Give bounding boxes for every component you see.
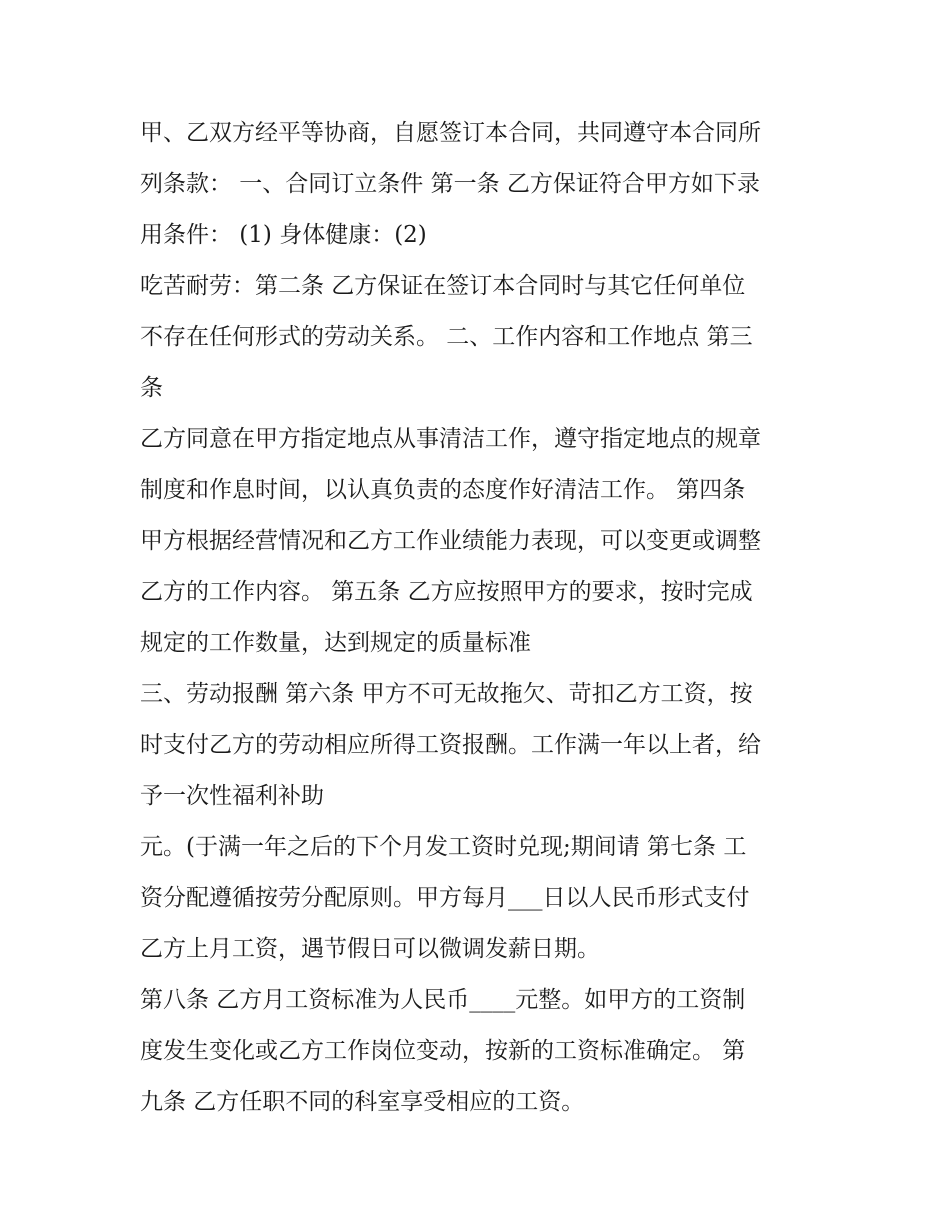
text-line: 规定的工作数量，达到规定的质量标准 xyxy=(140,630,531,656)
text-line: 用条件： (1) 身体健康：(2) xyxy=(140,222,427,248)
text-line: 甲、乙双方经平等协商，自愿签订本合同，共同遵守本合同所 xyxy=(140,120,761,146)
text-line: 予一次性福利补助 xyxy=(140,783,324,809)
text-line: 乙方同意在甲方指定地点从事清洁工作，遵守指定地点的规章 xyxy=(140,426,761,452)
paragraph-contract-conditions xyxy=(140,108,830,261)
paragraph-article-2 xyxy=(140,261,830,414)
document-body xyxy=(140,108,830,1128)
text-line: 不存在任何形式的劳动关系。 二、工作内容和工作地点 第三 xyxy=(140,324,753,350)
text-line: 九条 乙方任职不同的科室享受相应的工资。 xyxy=(140,1089,585,1115)
text-line: 吃苦耐劳：第二条 乙方保证在签订本合同时与其它任何单位 xyxy=(140,273,746,299)
paragraph-remuneration xyxy=(140,669,830,822)
text-line: 度发生变化或乙方工作岗位变动，按新的工资标准确定。 第 xyxy=(140,1038,746,1064)
text-line: 甲方根据经营情况和乙方工作业绩能力表现，可以变更或调整 xyxy=(140,528,761,554)
text-line: 乙方的工作内容。 第五条 乙方应按照甲方的要求，按时完成 xyxy=(140,579,753,605)
text-line: 乙方上月工资，遇节假日可以微调发薪日期。 xyxy=(140,936,600,962)
text-line: 资分配遵循按劳分配原则。甲方每月___日以人民币形式支付 xyxy=(140,885,750,911)
text-line: 元。(于满一年之后的下个月发工资时兑现;期间请 第七条 工 xyxy=(140,834,747,860)
paragraph-article-8-9 xyxy=(140,975,830,1128)
paragraph-article-7 xyxy=(140,822,830,975)
text-line: 制度和作息时间，以认真负责的态度作好清洁工作。 第四条 xyxy=(140,477,746,503)
text-line: 时支付乙方的劳动相应所得工资报酬。工作满一年以上者，给 xyxy=(140,732,761,758)
text-line: 列条款： 一、合同订立条件 第一条 乙方保证符合甲方如下录 xyxy=(140,171,760,197)
text-line: 条 xyxy=(140,375,163,401)
text-line: 三、劳动报酬 第六条 甲方不可无故拖欠、苛扣乙方工资，按 xyxy=(140,681,753,707)
paragraph-work-content xyxy=(140,414,830,669)
text-line: 第八条 乙方月工资标准为人民币____元整。如甲方的工资制 xyxy=(140,987,746,1013)
